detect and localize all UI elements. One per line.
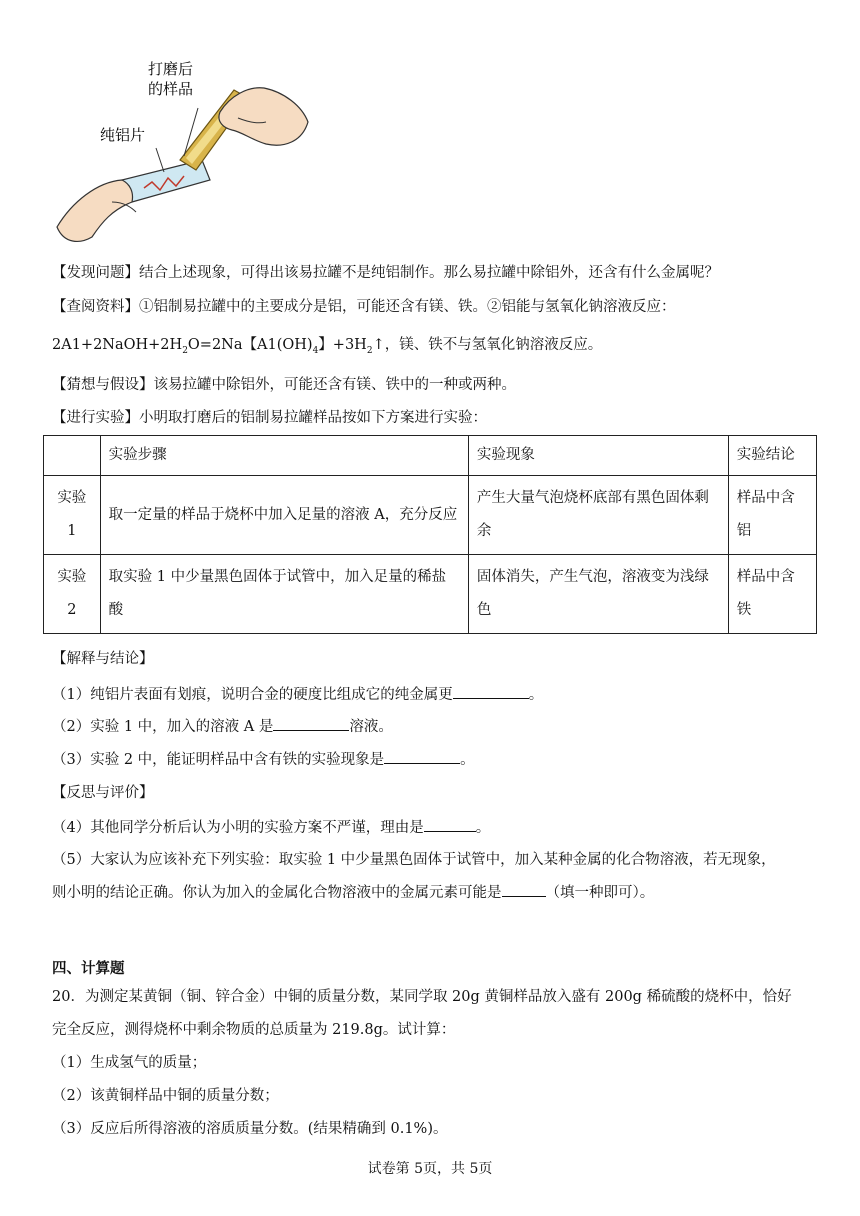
experiment-step: 取一定量的样品于烧杯中加入足量的溶液 A，充分反应 — [100, 476, 468, 555]
label-sample-line2: 的样品 — [148, 80, 194, 98]
experiment-name: 实验 2 — [44, 555, 101, 634]
section-4-title: 四、计算题 — [52, 960, 125, 977]
question-4: （4）其他同学分析后认为小明的实验方案不严谨，理由是 。 — [52, 817, 490, 839]
table-header-cell: 实验现象 — [468, 436, 728, 476]
answer-blank[interactable] — [273, 716, 349, 731]
question-2: （2）实验 1 中，加入的溶液 A 是 溶液。 — [52, 716, 393, 738]
experiment-intro: 【进行实验】小明取打磨后的铝制易拉罐样品按如下方案进行实验： — [52, 410, 487, 426]
experiment-table — [43, 435, 817, 634]
experiment-phenomenon: 产生大量气泡烧杯底部有黑色固体剩余 — [468, 476, 728, 555]
table-header-cell: 实验结论 — [728, 436, 816, 476]
reflect-title: 【反思与评价】 — [52, 785, 154, 801]
label-pure-aluminum: 纯铝片 — [100, 126, 146, 144]
question-1: （1）纯铝片表面有划痕，说明合金的硬度比组成它的纯金属更 。 — [52, 684, 543, 706]
experiment-conclusion: 样品中含铝 — [728, 476, 816, 555]
experiment-step: 取实验 1 中少量黑色固体于试管中，加入足量的稀盐酸 — [100, 555, 468, 634]
table-header-cell: 实验步骤 — [100, 436, 468, 476]
question-3: （3）实验 2 中，能证明样品中含有铁的实验现象是 。 — [52, 749, 475, 771]
answer-blank[interactable] — [424, 817, 476, 832]
table-header-row — [44, 436, 817, 476]
question-20-sub-1: （1）生成氢气的质量； — [52, 1055, 207, 1071]
problem-statement: 【发现问题】结合上述现象，可得出该易拉罐不是纯铝制作。那么易拉罐中除铝外，还含有什么金属呢？ — [52, 265, 719, 281]
experiment-name: 实验 1 — [44, 476, 101, 555]
question-20-line-1: 20．为测定某黄铜（铜、锌合金）中铜的质量分数，某同学取 20g 黄铜样品放入盛有 200g 稀硫酸的烧杯中，恰好 — [52, 989, 792, 1005]
page-footer: 试卷第 5页，共 5页 — [367, 1161, 493, 1177]
table-row — [44, 476, 817, 555]
reaction-equation: $2A1+2NaOH+2H_2O=2Na$【$A1(OH)_4$】$+3H_2↑$，镁、铁不与氢氧化钠溶液反应。 — [52, 337, 603, 356]
hypothesis: 【猜想与假设】该易拉罐中除铝外，可能还含有镁、铁中的一种或两种。 — [52, 377, 516, 393]
question-5-line-2: 则小明的结论正确。你认为加入的金属化合物溶液中的金属元素可能是 （填一种即可）。 — [52, 882, 654, 904]
question-20-line-2: 完全反应，测得烧杯中剩余物质的总质量为 219.8g。试计算： — [52, 1022, 456, 1038]
experiment-conclusion: 样品中含铁 — [728, 555, 816, 634]
table-row — [44, 555, 817, 634]
answer-blank[interactable] — [453, 684, 529, 699]
experiment-phenomenon: 固体消失，产生气泡，溶液变为浅绿色 — [468, 555, 728, 634]
question-20-sub-3: （3）反应后所得溶液的溶质质量分数。(结果精确到 0.1%)。 — [52, 1121, 448, 1137]
answer-blank[interactable] — [384, 749, 460, 764]
question-20-sub-2: （2）该黄铜样品中铜的质量分数； — [52, 1088, 279, 1104]
table-header-cell — [44, 436, 101, 476]
question-5-line-1: （5）大家认为应该补充下列实验：取实验 1 中少量黑色固体于试管中，加入某种金属的化合物溶液，若无现象， — [52, 852, 776, 868]
explain-title: 【解释与结论】 — [52, 651, 154, 667]
lower-hand — [57, 180, 133, 241]
answer-blank[interactable] — [502, 882, 546, 897]
label-sample-line1: 打磨后 — [148, 60, 194, 78]
reference-line-1: 【查阅资料】①铝制易拉罐中的主要成分是铝，可能还含有镁、铁。②铝能与氢氧化钠溶液反应： — [52, 299, 676, 315]
experiment-illustration — [52, 52, 312, 252]
